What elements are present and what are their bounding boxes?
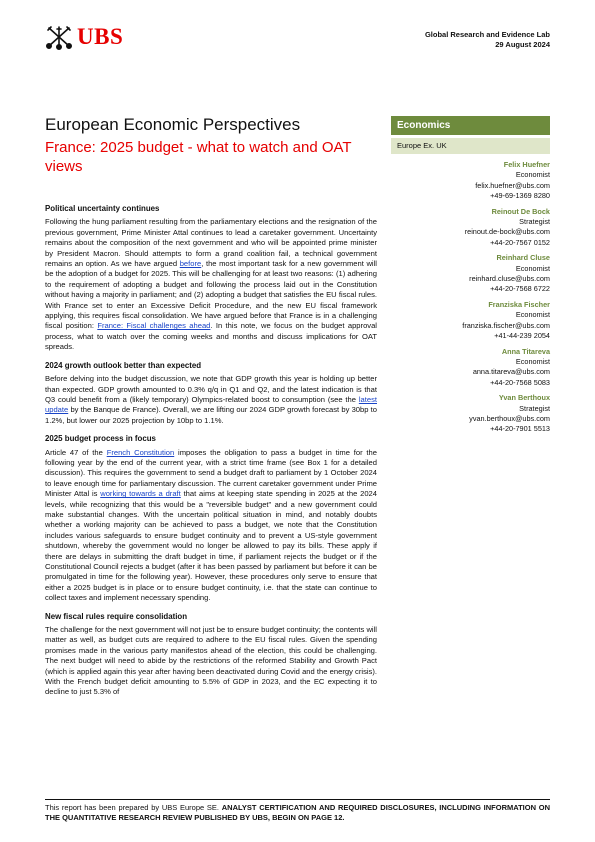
analyst-role: Strategist (519, 403, 550, 413)
analyst-email[interactable]: reinhard.cluse@ubs.com (469, 274, 550, 284)
analyst-card (391, 393, 550, 435)
header-meta (425, 30, 550, 50)
analyst-role: Economist (515, 310, 550, 320)
series-title: European Economic Perspectives (45, 115, 301, 134)
analyst-phone: +44-20-7568 6722 (490, 284, 550, 294)
section-paragraph (45, 625, 377, 698)
analyst-name: Reinhard Cluse (496, 253, 550, 263)
link-working-towards-draft[interactable]: working towards a draft (100, 489, 181, 499)
analyst-phone: +44-20-7901 5513 (490, 424, 550, 434)
link-before[interactable]: before (179, 259, 202, 269)
analyst-phone: +41-44-239 2054 (494, 331, 550, 341)
analyst-email[interactable]: anna.titareva@ubs.com (472, 367, 550, 377)
analyst-card (391, 300, 550, 342)
analyst-name: Reinout De Bock (491, 206, 550, 216)
analyst-email[interactable]: yvan.berthoux@ubs.com (469, 413, 550, 423)
ubs-logo (45, 24, 123, 50)
report-body (45, 204, 377, 706)
section-heading: Political uncertainty continues (45, 204, 160, 213)
paragraph-text: , the most important task for a new government will be the adoption of a budget for 2025. This will be challenging for at least two reasons: (1) adhering to the requirement of adopting a budget and following the process laid out in the Constitution without having a majority in parliament; and (2) adopting a budget that satisfies the EU fiscal rules. With France set to enter an Excessive Deficit Procedure, and the new EU fiscal framework applying, this requires fiscal consolidation. We have argued before that France is in a challenging fiscal position: (45, 259, 377, 331)
link-french-constitution[interactable]: French Constitution (106, 447, 175, 457)
footer-bold-text: ANALYST CERTIFICATION AND REQUIRED DISCLOSURES, INCLUDING INFORMATION ON THE QUANTITATIVE RESEARCH REVIEW PUBLISHED BY UBS, BEGIN ON PAGE 12. (45, 803, 550, 822)
analyst-name: Franziska Fischer (488, 299, 550, 309)
analyst-card (391, 253, 550, 295)
link-fiscal-challenges[interactable]: France: Fiscal challenges ahead (97, 321, 211, 331)
analyst-card (391, 207, 550, 249)
brand-name: UBS (77, 24, 124, 49)
section-heading: New fiscal rules require consolidation (45, 611, 188, 621)
paragraph-text: Before delving into the budget discussion, we note that GDP growth this year is holding up better than expected. GDP growth amounted to 0.3% q/q in Q1 and Q2, and the latest indication is that Q3 could benefit from a (likely temporary) Olympics-related boost to consumption (see the (45, 374, 377, 404)
footer-divider (45, 799, 550, 800)
section-paragraph (45, 374, 377, 426)
section-paragraph (45, 448, 377, 604)
analyst-role: Economist (515, 263, 550, 273)
ubs-keys-icon (45, 24, 73, 50)
link-latest-update[interactable]: latest update (45, 394, 377, 415)
analyst-email[interactable]: franziska.fischer@ubs.com (462, 320, 550, 330)
paragraph-text: Article 47 of the (45, 447, 107, 457)
report-date: 29 August 2024 (495, 40, 550, 49)
section-label: Economics (391, 116, 550, 135)
analyst-email[interactable]: reinout.de-bock@ubs.com (464, 227, 550, 237)
analyst-email[interactable]: felix.huefner@ubs.com (475, 180, 550, 190)
paragraph-text: imposes the obligation to pass a budget in time for the following year by the end of the current year, with a strict time frame (see Box 1 for a detailed discussion). This requires the government to send a budget draft to parliament by 1 October 2024 to leave enough time for parliamentary discussion. The current caretaker government under Prime Minister Attal is (45, 447, 377, 499)
region-label: Europe Ex. UK (391, 138, 550, 154)
analyst-name: Yvan Berthoux (498, 393, 550, 403)
analyst-phone: +44-20-7568 5083 (490, 377, 550, 387)
analyst-name: Anna Titareva (501, 346, 550, 356)
paragraph-text: . In this note, we focus on the budget approval process, what to watch over the coming weeks and months and discuss implications for OAT spreads. (45, 321, 377, 352)
analyst-list (391, 160, 550, 440)
analyst-role: Economist (515, 356, 550, 366)
section-paragraph (45, 217, 377, 352)
paragraph-text: by the Banque de France). Overall, we are lifting our 2024 GDP growth forecast by 30bp to 1.2%, but lower our 2025 projection by 10bp to 1.1%. (45, 405, 377, 425)
paragraph-text: The challenge for the next government will not just be to ensure budget continuity; the contents will matter as well, as budget cuts are required to adhere to the EU fiscal rules. Given the spending promises made in the various party manifestos ahead of the election, this could be challenging. The next budget will need to abide by the restrictions of the reformed Stability and Growth Pact (which is applied again this year after having been deactivated during Covid and the energy crisis). With the French budget deficit amounting to 5.5% of GDP in 2023, and the EC expecting it to decline to just 5.3% of (45, 625, 377, 697)
analyst-name: Felix Huefner (503, 160, 550, 169)
research-lab: Global Research and Evidence Lab (424, 30, 550, 39)
analyst-phone: +49-69-1369 8280 (490, 191, 550, 201)
section-heading: 2025 budget process in focus (45, 434, 156, 444)
footer-text: This report has been prepared by UBS Europe SE. (45, 803, 222, 812)
disclosure-footer (45, 803, 550, 823)
analyst-card (391, 160, 550, 202)
paragraph-text: that aims at keeping state spending in 2025 at the 2024 levels, while recognizing that this would be a "reversible budget" and a new government could make substantial changes. With the uncertain political situation in mind, and notably doubts whether a working majority can be achieved to pass a budget, we note that the Constitution includes various safeguards to ensure budget continuity and to prevent a US-style government shutdown, whereby the government would no longer be allowed to pay its bills. These apply if there are delays in submitting the draft budget in time, if parliament rejects the budget or if the Constitutional Council rejects a budget (after it has been passed by parliament but before it can be promulgated in time for the following year). However, these procedures only serve to ensure that either a 2025 budget is in place or to ensure budget continuity, i.e. that the state can continue to collect taxes and implement necessary spending. (45, 489, 377, 603)
analyst-card (391, 347, 550, 389)
analyst-role: Economist (515, 170, 550, 180)
section-heading: 2024 growth outlook better than expected (45, 360, 202, 370)
analyst-role: Strategist (519, 217, 550, 227)
analyst-phone: +44-20-7567 0152 (490, 237, 550, 247)
paragraph-text: Following the hung parliament resulting from the parliamentary elections and the resignation of the previous government, Prime Minister Attal continues to lead a caretaker government. Uncertainty remains about the composition of the next government and who will be appointed prime minister by President Macron. Should attempts to form a grand coalition fail, a technical government remains an option. As we have argued (45, 217, 377, 269)
report-subtitle: France: 2025 budget - what to watch and OAT views (45, 139, 352, 175)
